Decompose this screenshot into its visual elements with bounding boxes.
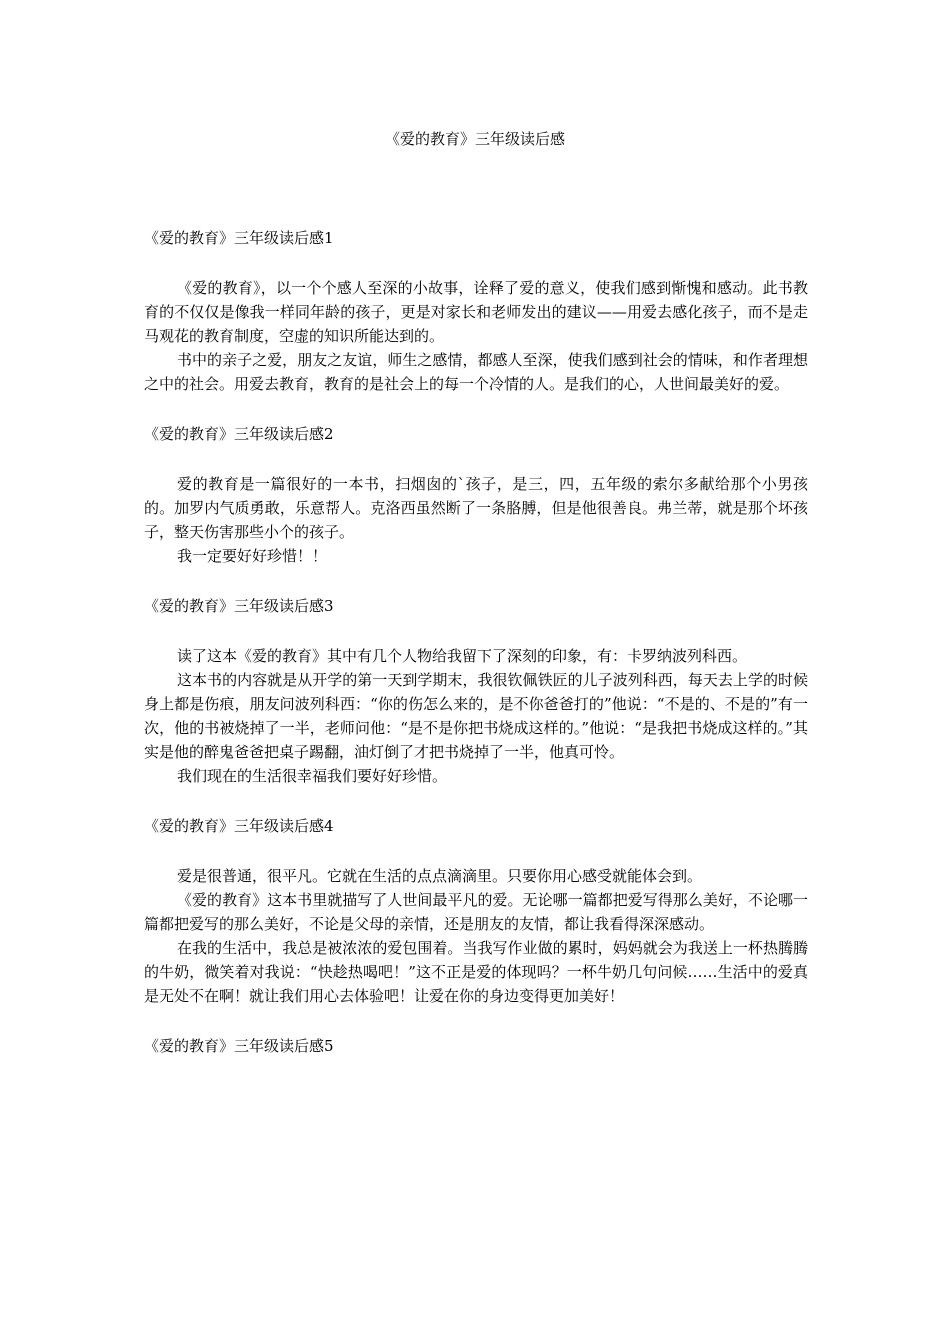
section-5 [144,1034,808,1058]
section-heading: 《爱的教育》三年级读后感2 [144,425,334,443]
section-4 [144,814,808,1008]
section-heading: 《爱的教育》三年级读后感3 [144,597,334,615]
paragraph: 《爱的教育》，以一个个感人至深的小故事，诠释了爱的意义，使我们感到惭愧和感动。此书教育的不仅仅是像我一样同年龄的孩子，更是对家长和老师发出的建议——用爱去感化孩子，而不是走马观花的教育制度，空虚的知识所能达到的。 [144,279,808,345]
section-3 [144,594,808,788]
section-heading: 《爱的教育》三年级读后感4 [144,817,334,835]
section-heading: 《爱的教育》三年级读后感1 [144,229,334,247]
section-heading: 《爱的教育》三年级读后感5 [144,1037,334,1055]
paragraph: 我一定要好好珍惜！！ [177,547,328,565]
paragraph: 在我的生活中，我总是被浓浓的爱包围着。当我写作业做的累时，妈妈就会为我送上一杯热腾腾的牛奶，微笑着对我说：“快趁热喝吧！”这不正是爱的体现吗？一杯牛奶几句问候……生活中的爱真是无处不在啊！就让我们用心去体验吧！让爱在你的身边变得更加美好！ [144,939,808,1005]
paragraph: 读了这本《爱的教育》其中有几个人物给我留下了深刻的印象，有：卡罗纳波列科西。 [177,647,748,665]
section-1 [144,226,808,396]
paragraph: 《爱的教育》这本书里就描写了人世间最平凡的爱。无论哪一篇都把爱写得那么美好，不论哪一篇都把爱写的那么美好，不论是父母的亲情，还是朋友的友情，都让我看得深深感动。 [144,891,808,933]
document-title: 《爱的教育》三年级读后感 [384,130,565,148]
paragraph: 书中的亲子之爱，朋友之友谊，师生之感情，都感人至深，使我们感到社会的情味，和作者理想之中的社会。用爱去教育，教育的是社会上的每一个冷情的人。是我们的心，人世间最美好的爱。 [144,351,808,393]
paragraph: 这本书的内容就是从开学的第一天到学期末，我很钦佩铁匠的儿子波列科西，每天去上学的时候身上都是伤痕，朋友问波列科西：“你的伤怎么来的，是不你爸爸打的”他说：“不是的、不是的”有一次，他的书被烧掉了一半，老师问他：“是不是你把书烧成这样的。”他说：“是我把书烧成这样的。”其实是他的醉鬼爸爸把桌子踢翻，油灯倒了才把书烧掉了一半，他真可怜。 [144,671,808,761]
section-2 [144,422,808,568]
document-body [144,226,808,1084]
paragraph: 我们现在的生活很幸福我们要好好珍惜。 [177,767,448,785]
paragraph: 爱是很普通，很平凡。它就在生活的点点滴滴里。只要你用心感受就能体会到。 [177,867,703,885]
paragraph: 爱的教育是一篇很好的一本书，扫烟囱的`孩子，是三，四，五年级的索尔多献给那个小男孩的。加罗内气质勇敢，乐意帮人。克洛西虽然断了一条胳膊，但是他很善良。弗兰蒂，就是那个坏孩子，整天伤害那些小个的孩子。 [144,475,808,541]
